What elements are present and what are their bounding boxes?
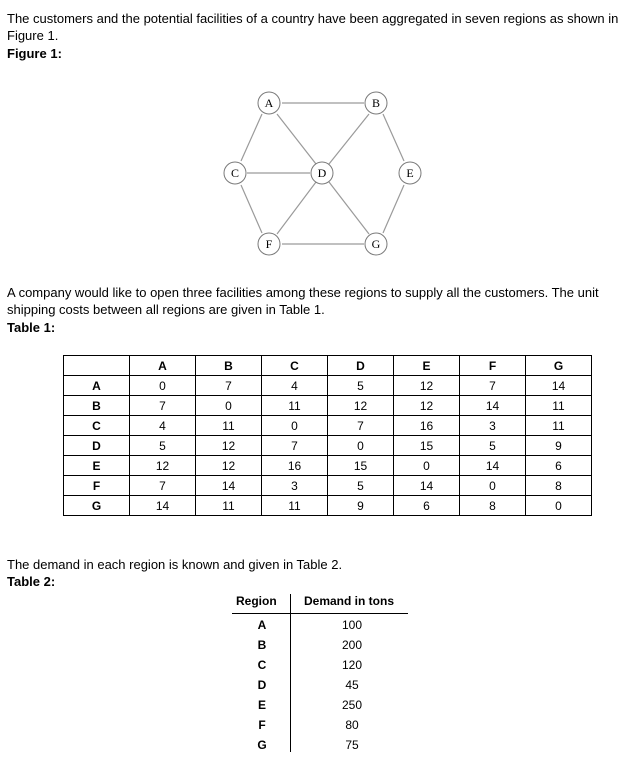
demand-region: E — [257, 698, 266, 712]
demand-divider-horizontal — [232, 613, 408, 614]
cost-cell: 0 — [460, 476, 526, 496]
row-header: B — [64, 396, 130, 416]
demand-value: 200 — [341, 638, 363, 652]
demand-value: 120 — [341, 658, 363, 672]
cost-cell: 3 — [262, 476, 328, 496]
demand-region: B — [257, 638, 267, 652]
node-label-e: E — [406, 166, 414, 180]
cost-cell: 0 — [262, 416, 328, 436]
cost-cell: 12 — [394, 376, 460, 396]
demand-header-region: Region — [236, 594, 277, 608]
cost-cell: 0 — [130, 376, 196, 396]
cost-cell: 7 — [328, 416, 394, 436]
demand-region: A — [257, 618, 267, 632]
table-row — [64, 396, 592, 416]
cost-cell: 7 — [262, 436, 328, 456]
col-header: A — [130, 356, 196, 376]
cost-cell: 7 — [130, 476, 196, 496]
edge-d-f — [277, 182, 316, 234]
table-row — [64, 436, 592, 456]
cost-cell: 0 — [526, 496, 592, 516]
demand-region: D — [257, 678, 267, 692]
region-graph — [0, 0, 639, 280]
cost-cell: 0 — [394, 456, 460, 476]
cost-cell: 11 — [262, 396, 328, 416]
cost-cell: 7 — [460, 376, 526, 396]
cost-table-header — [64, 356, 592, 376]
table-row — [64, 476, 592, 496]
cost-cell: 5 — [130, 436, 196, 456]
col-header: D — [328, 356, 394, 376]
edge-b-d — [329, 114, 369, 164]
col-header: G — [526, 356, 592, 376]
cost-cell: 14 — [394, 476, 460, 496]
edge-e-g — [383, 185, 404, 233]
demand-region: G — [257, 738, 267, 752]
col-header: F — [460, 356, 526, 376]
node-label-f: F — [265, 237, 273, 251]
cost-cell: 8 — [526, 476, 592, 496]
row-header: E — [64, 456, 130, 476]
col-header: B — [196, 356, 262, 376]
col-header: C — [262, 356, 328, 376]
demand-value: 45 — [345, 678, 359, 692]
cost-table — [63, 355, 592, 516]
cost-cell: 6 — [394, 496, 460, 516]
intro-paragraph: The customers and the potential facilities of a country have been aggregated in seven regions as shown in Figure 1. — [7, 11, 619, 43]
cost-cell: 7 — [196, 376, 262, 396]
cost-cell: 14 — [526, 376, 592, 396]
row-header: D — [64, 436, 130, 456]
cost-cell: 12 — [394, 396, 460, 416]
cost-cell: 12 — [196, 436, 262, 456]
cost-cell: 14 — [130, 496, 196, 516]
cost-cell: 5 — [328, 376, 394, 396]
cost-cell: 6 — [526, 456, 592, 476]
cost-cell: 12 — [196, 456, 262, 476]
node-label-a: A — [264, 96, 274, 110]
demand-value: 80 — [345, 718, 359, 732]
cost-cell: 11 — [262, 496, 328, 516]
node-label-c: C — [230, 166, 240, 180]
cost-cell: 5 — [328, 476, 394, 496]
cost-cell: 3 — [460, 416, 526, 436]
cost-cell: 11 — [526, 396, 592, 416]
cost-cell: 8 — [460, 496, 526, 516]
cost-table-corner — [64, 356, 130, 376]
cost-cell: 4 — [262, 376, 328, 396]
table-row — [64, 456, 592, 476]
edge-c-f — [241, 185, 262, 233]
figure-label: Figure 1: — [7, 46, 62, 61]
cost-cell: 11 — [196, 496, 262, 516]
table2-label: Table 2: — [7, 574, 56, 589]
demand-region: C — [257, 658, 267, 672]
edge-a-d — [277, 114, 316, 164]
cost-cell: 16 — [262, 456, 328, 476]
demand-value: 100 — [341, 618, 363, 632]
demand-region: F — [258, 718, 266, 732]
demand-value: 250 — [341, 698, 363, 712]
col-header: E — [394, 356, 460, 376]
row-header: A — [64, 376, 130, 396]
cost-cell: 7 — [130, 396, 196, 416]
cost-cell: 14 — [460, 396, 526, 416]
cost-cell: 15 — [328, 456, 394, 476]
cost-cell: 9 — [328, 496, 394, 516]
node-label-d: D — [317, 166, 327, 180]
cost-cell: 12 — [328, 396, 394, 416]
cost-cell: 0 — [328, 436, 394, 456]
cost-cell: 4 — [130, 416, 196, 436]
cost-cell: 16 — [394, 416, 460, 436]
cost-cell: 9 — [526, 436, 592, 456]
row-header: G — [64, 496, 130, 516]
row-header: F — [64, 476, 130, 496]
demand-header-demand: Demand in tons — [304, 594, 395, 608]
table1-label: Table 1: — [7, 320, 56, 335]
table-row — [64, 376, 592, 396]
node-label-b: B — [371, 96, 381, 110]
row-header: C — [64, 416, 130, 436]
table-row — [64, 416, 592, 436]
cost-cell: 14 — [460, 456, 526, 476]
demand-paragraph: The demand in each region is known and given in Table 2. — [7, 557, 343, 572]
cost-cell: 5 — [460, 436, 526, 456]
cost-cell: 11 — [196, 416, 262, 436]
edge-d-g — [329, 182, 369, 234]
cost-cell: 12 — [130, 456, 196, 476]
cost-cell: 0 — [196, 396, 262, 416]
edge-b-e — [383, 114, 404, 161]
cost-cell: 14 — [196, 476, 262, 496]
cost-cell: 15 — [394, 436, 460, 456]
node-label-g: G — [371, 237, 381, 251]
table-row — [64, 496, 592, 516]
cost-cell: 11 — [526, 416, 592, 436]
edge-a-c — [241, 114, 262, 161]
demand-value: 75 — [345, 738, 359, 752]
middle-paragraph: A company would like to open three facilities among these regions to supply all the customers. The unit shipping costs between all regions are given in Table 1. — [7, 285, 599, 317]
